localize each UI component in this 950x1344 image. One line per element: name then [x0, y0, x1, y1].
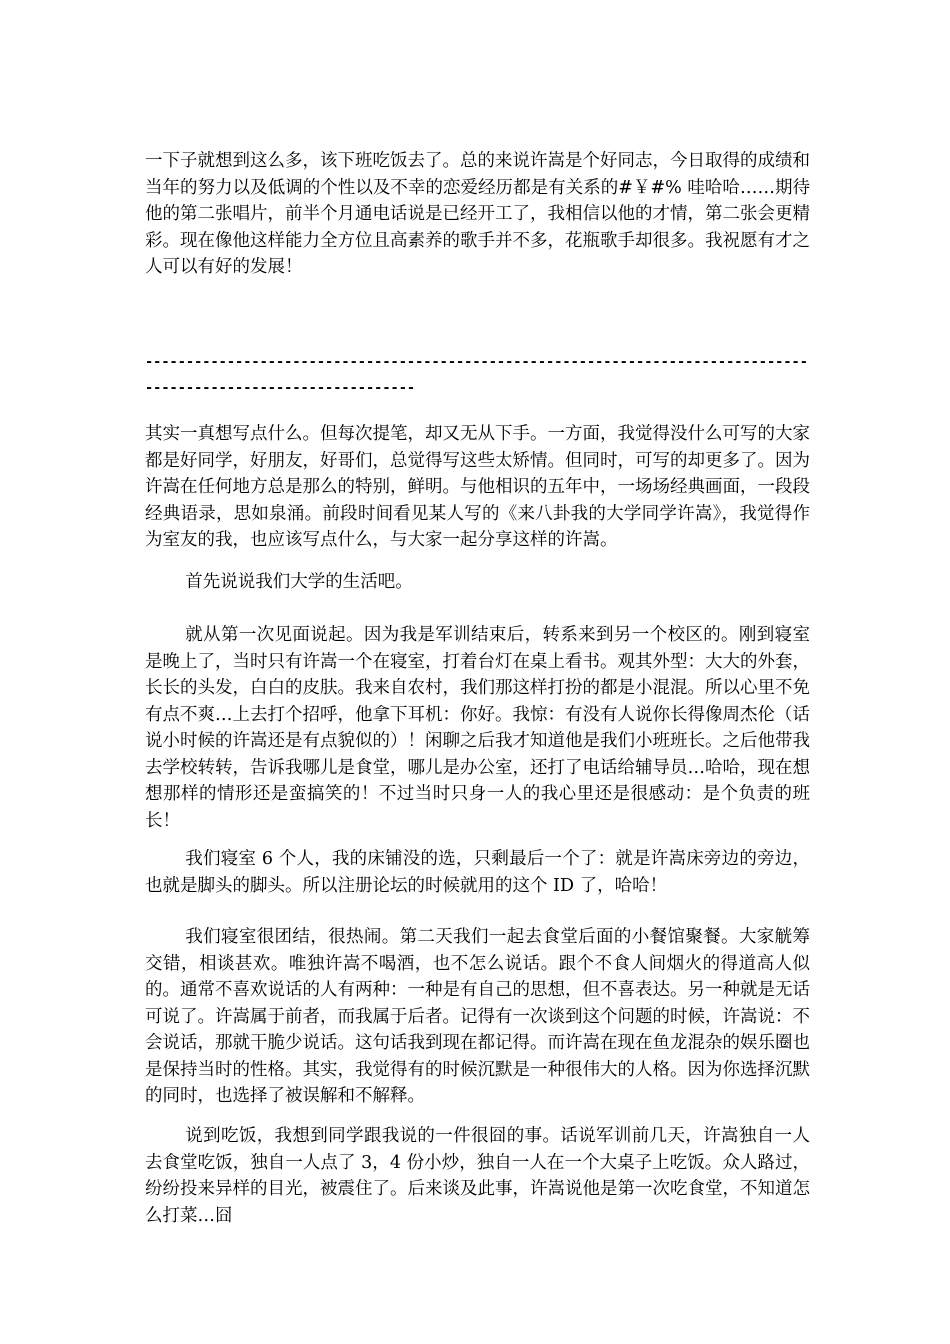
paragraph-3: 就从第一次见面说起。因为我是军训结束后，转系来到另一个校区的。刚到寝室是晚上了，当时只有许嵩一个在寝室，打着台灯在桌上看书。观其外型：大大的外套，长长的头发，白白的皮肤。我来自农村，我们那这样打扮的都是小混混。所以心里不免有点不爽…上去打个招呼，他拿下耳机：你好。我惊：有没有人说你长得像周杰伦（话说小时候的许嵩还是有点貌似的）！闲聊之后我才知道他是我们小班班长。之后他带我去学校转转，告诉我哪儿是食堂，哪儿是办公室，还打了电话给辅导员…哈哈，现在想想那样的情形还是蛮搞笑的！不过当时只身一人的我心里还是很感动：是个负责的班长！: [145, 625, 810, 831]
paragraph-1: 其实一真想写点什么。但每次提笔，却又无从下手。一方面，我觉得没什么可写的大家都是好同学，好朋友，好哥们，总觉得写这些太矫情。但同时，可写的却更多了。因为许嵩在任何地方总是那么的特别，鲜明。与他相识的五年中，一场场经典画面，一段段经典语录，思如泉涌。前段时间看见某人写的《来八卦我的大学同学许嵩》，我觉得作为室友的我，也应该写点什么，与大家一起分享这样的许嵩。: [145, 424, 810, 550]
paragraph-4: 我们寝室 6 个人，我的床铺没的选，只剩最后一个了：就是许嵩床旁边的旁边，也就是脚头的脚头。所以注册论坛的时候就用的这个 ID 了，哈哈！: [145, 849, 810, 896]
paragraph-6: 说到吃饭，我想到同学跟我说的一件很囧的事。话说军训前几天，许嵩独自一人去食堂吃饭，独自一人点了 3，4 份小炒，独自一人在一个大桌子上吃饭。众人路过，纷纷投来异样的目光，被震住了。后来谈及此事，许嵩说他是第一次吃食堂，不知道怎么打菜…囧: [145, 1126, 810, 1226]
separator-line: ------------------------------------------------------------------------------------------------------------------: [145, 354, 808, 396]
paragraph-2: 首先说说我们大学的生活吧。: [185, 572, 413, 592]
intro-paragraph: 一下子就想到这么多，该下班吃饭去了。总的来说许嵩是个好同志，今日取得的成绩和当年的努力以及低调的个性以及不幸的恋爱经历都是有关系的#￥#% 哇哈哈……期待他的第二张唱片，前半个月通电话说是已经开工了，我相信以他的才情，第二张会更精彩。现在像他这样能力全方位且高素养的歌手并不多，花瓶歌手却很多。我祝愿有才之人可以有好的发展！: [145, 151, 810, 277]
paragraph-5: 我们寝室很团结，很热闹。第二天我们一起去食堂后面的小餐馆聚餐。大家觥筹交错，相谈甚欢。唯独许嵩不喝酒，也不怎么说话。跟个不食人间烟火的得道高人似的。通常不喜欢说话的人有两种：一种是有自己的思想，但不喜表达。另一种就是无话可说了。许嵩属于前者，而我属于后者。记得有一次谈到这个问题的时候，许嵩说：不会说话，那就干脆少说话。这句话我到现在都记得。而许嵩在现在鱼龙混杂的娱乐圈也是保持当时的性格。其实，我觉得有的时候沉默是一种很伟大的人格。因为你选择沉默的同时，也选择了被误解和不解释。: [145, 927, 810, 1106]
